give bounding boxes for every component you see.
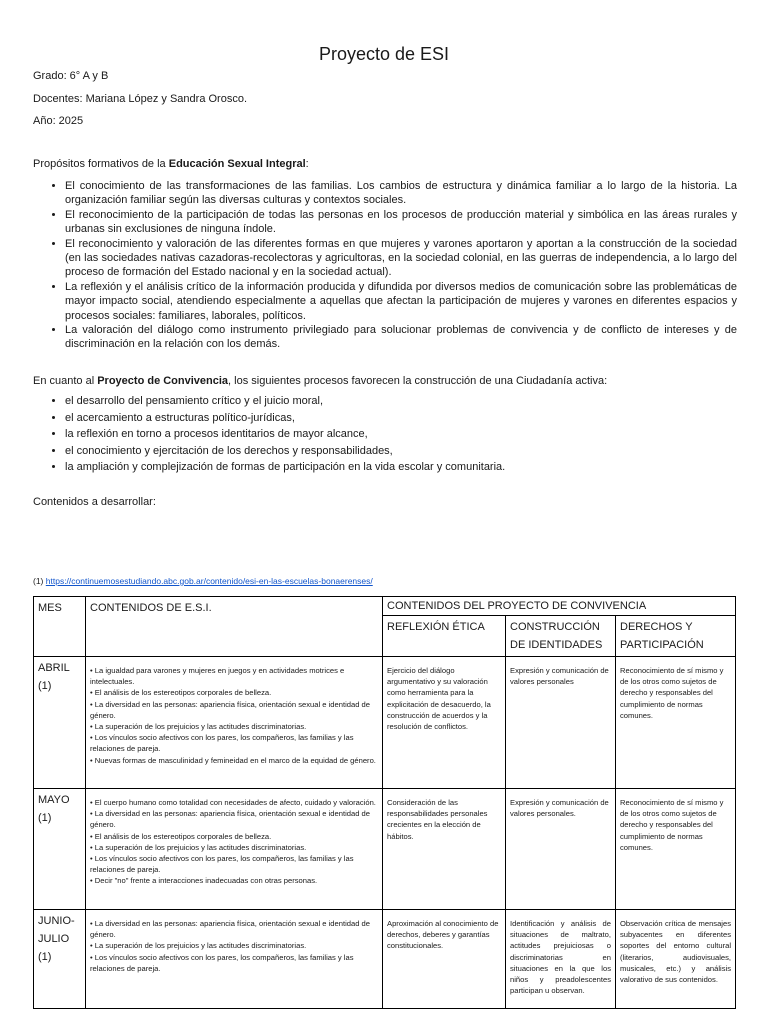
row-reflexion: Aproximación al conocimiento de derechos, deberes y garantías constitucionales. (383, 910, 506, 1009)
esi-item: • Los vínculos socio afectivos con los pares, los compañeros, las familias y las relaciones de pareja. (90, 952, 354, 973)
month-note: (1) (38, 951, 52, 963)
teachers-line: Docentes: Mariana López y Sandra Orosco. (33, 93, 248, 105)
row-esi-contents (86, 789, 383, 910)
header-convivencia: CONTENIDOS DEL PROYECTO DE CONVIVENCIA (383, 597, 736, 616)
page-title: Proyecto de ESI (318, 44, 450, 64)
convivencia-item: • el acercamiento a estructuras político-jurídicas, (65, 411, 737, 425)
header-mes: MES (34, 597, 86, 657)
footnote (33, 576, 373, 586)
esi-item: • La diversidad en las personas: apariencia física, orientación sexual e identidad de género. (90, 809, 371, 830)
esi-item: • Los vínculos socio afectivos con los pares, los compañeros, las familias y las relaciones de pareja. (90, 854, 354, 875)
convivencia-intro-end: , los siguientes procesos favorecen la construcción de una Ciudadanía activa: (228, 375, 608, 387)
month-note: (1) (38, 812, 52, 824)
table-row (34, 789, 736, 910)
footnote-marker: (1) (33, 576, 44, 586)
row-esi-contents (86, 910, 383, 1009)
row-construccion: Identificación y análisis de situaciones de maltrato, actitudes prejuiciosas o discriminatorias en situaciones en la que los niños y preadolescentes participan u observan. (506, 910, 616, 1009)
convivencia-intro-bold: Proyecto de Convivencia (97, 375, 229, 387)
esi-item: • El cuerpo humano como totalidad con necesidades de afecto, cuidado y valoración. (90, 798, 376, 807)
contenidos-label: Contenidos a desarrollar: (33, 496, 156, 508)
header-esi: CONTENIDOS DE E.S.I. (86, 597, 383, 657)
row-construccion: Expresión y comunicación de valores personales (506, 657, 616, 789)
purposes-intro-text: Propósitos formativos de la (33, 158, 169, 170)
convivencia-intro (33, 374, 705, 389)
purpose-item: • El conocimiento de las transformaciones de las familias. Los cambios de estructura y dinámica familiar a lo largo de la historia. La organización familiar según las diversas culturas y contextos sociales. (65, 179, 737, 208)
esi-item: • Nuevas formas de masculinidad y femineidad en el marco de la equidad de género. (90, 755, 376, 765)
table-row (34, 657, 736, 789)
esi-item: • La superación de los prejuicios y las actitudes discriminatorias. (90, 722, 307, 732)
row-reflexion: Ejercicio del diálogo argumentativo y su valoración como herramienta para la explicitación de desacuerdo, la construcción de acuerdos y la resolución de conflictos. (383, 657, 506, 789)
purposes-intro (33, 157, 705, 172)
convivencia-list (33, 394, 737, 477)
purpose-item: • El reconocimiento y valoración de las diferentes formas en que mujeres y varones aportaron y aportan a la construcción de la sociedad (en las sociedades nativas cazadoras-recolectoras y agricultoras, en la sociedad colonial, en las guerras de independencia, a lo largo del proceso de formación del Estado nacional y en la sociedad actual). (65, 237, 737, 280)
row-reflexion: Consideración de las responsabilidades personales crecientes en la elección de hábitos. (383, 789, 506, 910)
esi-item: • Los vínculos socio afectivos con los pares, los compañeros, las familias y las relaciones de pareja. (90, 733, 354, 754)
convivencia-item: • el conocimiento y ejercitación de los derechos y responsabilidades, (65, 444, 737, 458)
row-esi-contents (86, 657, 383, 789)
month-label: JUNIO-JULIO (38, 915, 75, 945)
row-month (34, 789, 86, 910)
purpose-item: • La reflexión y el análisis crítico de la información producida y difundida por diversos medios de comunicación sobre las problemáticas de mayor impacto social, atendiendo especialmente a aquellas que afectan la participación de mujeres y varones en diferentes espacios y procesos sociales: familiares, laborales, políticos. (65, 280, 737, 323)
year-line: Año: 2025 (33, 115, 84, 127)
header-reflexion: REFLEXIÓN ÉTICA (383, 616, 506, 657)
contents-table (33, 596, 736, 1009)
convivencia-item: • la reflexión en torno a procesos identitarios de mayor alcance, (65, 427, 737, 441)
footnote-link[interactable]: https://continuemosestudiando.abc.gob.ar/contenido/esi-en-las-escuelas-bonaerenses/ (45, 576, 373, 586)
month-note: (1) (38, 680, 52, 692)
purpose-item: • El reconocimiento de la participación de todas las personas en los procesos de producción material y simbólica en las áreas rurales y urbanas sin exclusiones de ninguna índole. (65, 208, 737, 237)
month-label: ABRIL (38, 662, 70, 674)
esi-item: • La superación de los prejuicios y las actitudes discriminatorias. (90, 941, 307, 951)
esi-item: • La diversidad en las personas: apariencia física, orientación sexual e identidad de género. (90, 699, 371, 720)
esi-item: • El análisis de los estereotipos corporales de belleza. (90, 831, 272, 841)
header-derechos: DERECHOS Y PARTICIPACIÓN (616, 616, 736, 657)
esi-item: • El análisis de los estereotipos corporales de belleza. (90, 688, 272, 698)
convivencia-item: • el desarrollo del pensamiento crítico y el juicio moral, (65, 394, 737, 408)
purposes-intro-bold: Educación Sexual Integral (168, 158, 306, 170)
row-construccion: Expresión y comunicación de valores personales. (506, 789, 616, 910)
month-label: MAYO (38, 794, 70, 806)
esi-item: • La diversidad en las personas: apariencia física, orientación sexual e identidad de género. (90, 919, 371, 940)
row-derechos: Reconocimiento de sí mismo y de los otros como sujetos de derecho y responsables del cumplimiento de normas comunes. (616, 789, 736, 910)
purpose-item: • La valoración del diálogo como instrumento privilegiado para solucionar problemas de convivencia y de conflicto de intereses y de discriminación en la relación con los demás. (65, 323, 737, 352)
purposes-intro-end: : (305, 158, 309, 170)
esi-item: • La igualdad para varones y mujeres en juegos y en actividades motrices e intelectuales. (90, 666, 345, 687)
header-row (34, 597, 736, 616)
header-construccion: CONSTRUCCIÓN DE IDENTIDADES (506, 616, 616, 657)
purposes-list (33, 179, 737, 352)
row-month (34, 657, 86, 789)
grade-line: Grado: 6° A y B (33, 70, 109, 82)
table-row (34, 910, 736, 1009)
row-derechos: Observación crítica de mensajes subyacentes en diferentes soportes del entorno cultural (literarios, audiovisuales, musicales, etc.) y análisis valorativo de sus contenidos. (616, 910, 736, 1009)
convivencia-intro-text: En cuanto al (33, 375, 98, 387)
row-month (34, 910, 86, 1009)
esi-item: • La superación de los prejuicios y las actitudes discriminatorias. (90, 842, 307, 852)
esi-item: • Decir "no" frente a interacciones inadecuadas con otras personas. (90, 876, 318, 886)
row-derechos: Reconocimiento de sí mismo y de los otros como sujetos de derecho y responsables del cumplimiento de normas comunes. (616, 657, 736, 789)
convivencia-item: • la ampliación y complejización de formas de participación en la vida escolar y comunitaria. (65, 460, 737, 474)
